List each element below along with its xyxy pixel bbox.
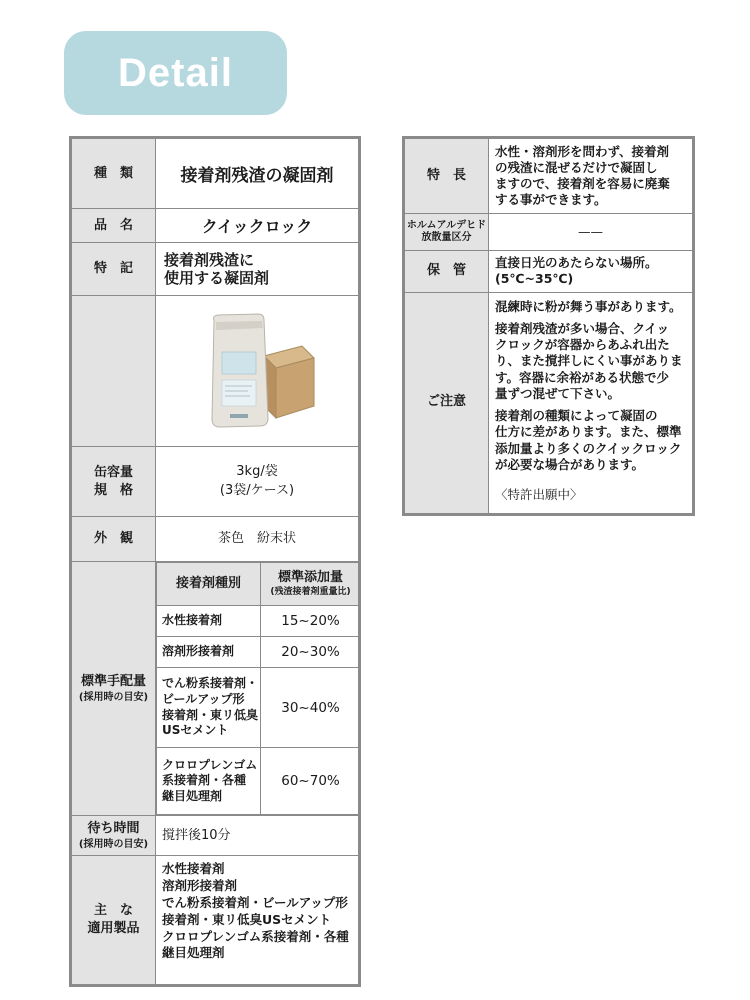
applicable-line: クロロプレンゴム系接着剤・各種 bbox=[162, 928, 349, 944]
appearance-value: 茶色 紛末状 bbox=[156, 517, 360, 562]
dosage-label-main: 標準手配量 bbox=[80, 673, 146, 689]
product-image-cell bbox=[156, 296, 360, 447]
applicable-label-line1: 主 な bbox=[93, 903, 133, 919]
applicable-line: 継目処理剤 bbox=[162, 945, 225, 961]
capacity-value-line2: (3袋/ケース) bbox=[219, 482, 295, 498]
feature-line: の残渣に混ぜるだけで凝固し bbox=[495, 159, 658, 175]
kind-value: 接着剤残渣の凝固剤 bbox=[156, 138, 360, 209]
appearance-label: 外 観 bbox=[71, 517, 156, 562]
dosage-row-type-line: 接着剤・東リ低臭 bbox=[162, 707, 259, 722]
applicable-value bbox=[156, 856, 360, 986]
caution-line: 添加量より多くのクイックロック bbox=[495, 440, 682, 456]
dosage-header-amount-main: 標準添加量 bbox=[277, 570, 343, 586]
dosage-label-sub: (採用時の目安) bbox=[78, 691, 149, 703]
formaldehyde-label-line1: ホルムアルデヒド bbox=[406, 219, 487, 231]
applicable-line: 接着剤・東リ低臭USセメント bbox=[162, 911, 332, 927]
image-label-cell bbox=[71, 296, 156, 447]
caution-para2 bbox=[495, 321, 686, 402]
note-label: 特 記 bbox=[71, 243, 156, 296]
capacity-label bbox=[71, 447, 156, 517]
storage-value-line2: (5℃~35℃) bbox=[495, 271, 574, 287]
dosage-row-amount: 15~20% bbox=[261, 606, 361, 637]
caution-line: 接着剤残渣が多い場合、クイッ bbox=[495, 320, 670, 336]
feature-line: ますので、接着剤を容易に廃棄 bbox=[495, 176, 670, 191]
caution-value bbox=[489, 292, 694, 515]
dosage-row-type-line: 継目処理剤 bbox=[162, 788, 223, 803]
kind-label: 種 類 bbox=[71, 138, 156, 209]
wait-time-label-sub: (採用時の目安) bbox=[78, 838, 149, 850]
product-bag-box-illustration bbox=[192, 306, 322, 436]
dosage-row-type-line: ビールアップ形 bbox=[162, 691, 245, 706]
applicable-line: でん粉系接着剤・ビールアップ形 bbox=[162, 894, 348, 910]
dosage-row-type bbox=[157, 748, 261, 815]
product-name-value: クイックロック bbox=[156, 209, 360, 243]
dosage-header-amount-sub: (残渣接着剤重量比) bbox=[270, 586, 351, 597]
capacity-label-line2: 規 格 bbox=[93, 482, 133, 498]
applicable-label-line2: 適用製品 bbox=[87, 921, 140, 936]
feature-line: する事ができます。 bbox=[495, 192, 607, 208]
caution-para3 bbox=[495, 408, 686, 473]
capacity-value bbox=[156, 447, 360, 517]
caution-line: クロックが容器からあふれ出た bbox=[495, 337, 670, 352]
dosage-row-type-line: 系接着剤・各種 bbox=[162, 773, 247, 788]
dosage-row-amount: 20~30% bbox=[261, 637, 361, 668]
capacity-value-line1: 3kg/袋 bbox=[236, 464, 278, 480]
product-image bbox=[156, 306, 358, 436]
storage-label: 保 管 bbox=[404, 251, 489, 293]
formaldehyde-label bbox=[404, 214, 489, 251]
wait-time-label bbox=[71, 816, 156, 856]
dosage-row-type-line: でん粉系接着剤・ bbox=[162, 676, 259, 691]
dosage-label bbox=[71, 562, 156, 816]
caution-line: 仕方に差があります。また、標準 bbox=[495, 424, 682, 440]
dosage-row-type: 溶剤形接着剤 bbox=[157, 637, 261, 668]
applicable-line: 水性接着剤 bbox=[162, 861, 225, 876]
patent-note: 〈特許出願中〉 bbox=[495, 487, 583, 502]
dosage-row-type: 水性接着剤 bbox=[157, 606, 261, 637]
dosage-row-type-line: クロロプレンゴム bbox=[162, 757, 258, 772]
feature-line: 水性・溶剤形を問わず、接着剤 bbox=[495, 143, 670, 159]
caution-line: が必要な場合があります。 bbox=[495, 456, 645, 472]
caution-line: 接着剤の種類によって凝固の bbox=[495, 408, 658, 423]
spec-table-right bbox=[402, 136, 695, 516]
dosage-header-type: 接着剤種別 bbox=[157, 563, 261, 606]
storage-value bbox=[489, 251, 694, 293]
spec-table-left bbox=[69, 136, 361, 987]
formaldehyde-value: —— bbox=[489, 214, 694, 251]
caution-para1: 混練時に粉が舞う事があります。 bbox=[495, 298, 682, 314]
dosage-header-amount bbox=[261, 563, 361, 606]
caution-label: ご注意 bbox=[404, 292, 489, 515]
dosage-row-amount: 30~40% bbox=[261, 668, 361, 748]
applicable-label bbox=[71, 856, 156, 986]
applicable-line: 溶剤形接着剤 bbox=[162, 877, 238, 893]
feature-label: 特 長 bbox=[404, 138, 489, 214]
feature-value bbox=[489, 138, 694, 214]
caution-line: り、また撹拌しにくい事がありま bbox=[495, 353, 683, 369]
caution-line: 量ずつ混ぜて下さい。 bbox=[495, 385, 621, 401]
note-value-line1: 接着剤残渣に bbox=[164, 251, 255, 269]
wait-time-value: 撹拌後10分 bbox=[156, 816, 360, 856]
formaldehyde-label-line2: 放散量区分 bbox=[421, 232, 472, 243]
note-value-line2: 使用する凝固剤 bbox=[164, 269, 270, 287]
wait-time-label-main: 待ち時間 bbox=[87, 820, 140, 836]
note-value bbox=[156, 243, 360, 296]
dosage-row-type bbox=[157, 668, 261, 748]
dosage-row-amount: 60~70% bbox=[261, 748, 361, 815]
storage-value-line1: 直接日光のあたらない場所。 bbox=[495, 255, 658, 270]
dosage-row-type-line: USセメント bbox=[162, 723, 229, 738]
product-name-label: 品 名 bbox=[71, 209, 156, 243]
detail-title: Detail bbox=[118, 50, 233, 95]
detail-header-pill bbox=[64, 31, 287, 115]
dosage-subtable-cell bbox=[156, 562, 360, 816]
dosage-subtable bbox=[156, 562, 361, 815]
caution-line: す。容器に余裕がある状態で少 bbox=[495, 369, 670, 385]
capacity-label-line1: 缶容量 bbox=[93, 464, 133, 480]
